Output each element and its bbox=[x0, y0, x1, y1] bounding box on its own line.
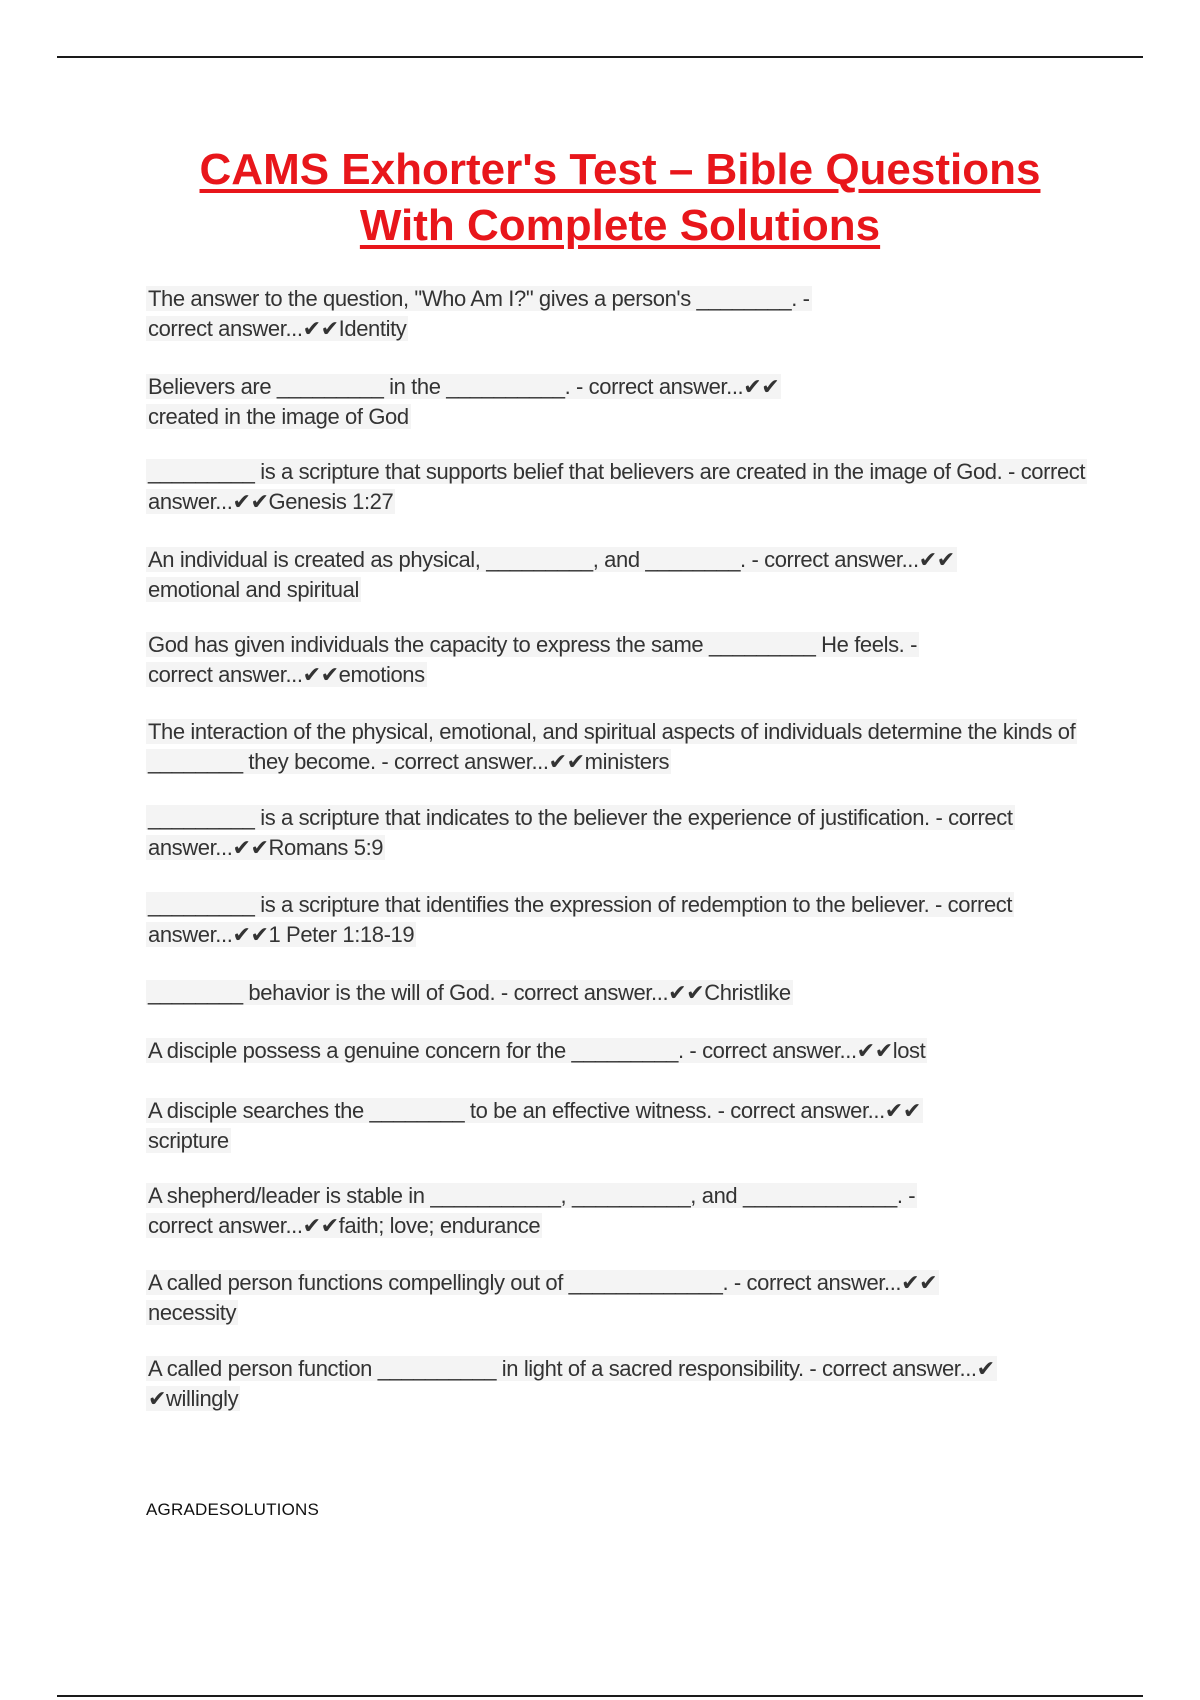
footer-brand: AGRADESOLUTIONS bbox=[146, 1500, 320, 1519]
title-line-2: With Complete Solutions bbox=[359, 201, 881, 250]
bottom-rule bbox=[57, 1695, 1143, 1697]
qa-item: The interaction of the physical, emotional, and spiritual aspects of individuals determine the kinds of ________ they become. - correct answer...✔✔ministers bbox=[148, 719, 1076, 774]
qa-item: A disciple possess a genuine concern for the _________. - correct answer...✔✔lost bbox=[148, 1038, 926, 1063]
top-rule bbox=[57, 56, 1143, 58]
qa-item: Believers are _________ in the __________. - correct answer...✔✔ created in the image of God bbox=[148, 374, 780, 429]
qa-item: A called person function __________ in light of a sacred responsibility. - correct answer...✔ ✔willingly bbox=[148, 1356, 995, 1411]
qa-item: _________ is a scripture that supports belief that believers are created in the image of God. - correct answer...✔✔Genesis 1:27 bbox=[148, 459, 1086, 514]
qa-item: _________ is a scripture that identifies the expression of redemption to the believer. - correct answer...✔✔1 Peter 1:18-19 bbox=[148, 892, 1013, 947]
title-line-1: CAMS Exhorter's Test – Bible Questions bbox=[199, 145, 1041, 194]
qa-item: God has given individuals the capacity to express the same _________ He feels. - correct answer...✔✔emotions bbox=[148, 632, 918, 687]
qa-item: ________ behavior is the will of God. - correct answer...✔✔Christlike bbox=[148, 980, 791, 1005]
qa-item: A called person functions compellingly out of _____________. - correct answer...✔✔ necessity bbox=[148, 1270, 938, 1325]
qa-item: A disciple searches the ________ to be an effective witness. - correct answer...✔✔ scripture bbox=[148, 1098, 921, 1153]
qa-item: A shepherd/leader is stable in ___________, __________, and _____________. - correct answer...✔✔faith; love; endurance bbox=[148, 1183, 916, 1238]
qa-item: _________ is a scripture that indicates to the believer the experience of justification. - correct answer...✔✔Romans 5:9 bbox=[148, 805, 1013, 860]
qa-item: The answer to the question, "Who Am I?" gives a person's ________. - correct answer...✔✔Identity bbox=[148, 286, 810, 341]
document-title bbox=[100, 142, 1140, 254]
qa-item: An individual is created as physical, _________, and ________. - correct answer...✔✔ emotional and spiritual bbox=[148, 547, 955, 602]
